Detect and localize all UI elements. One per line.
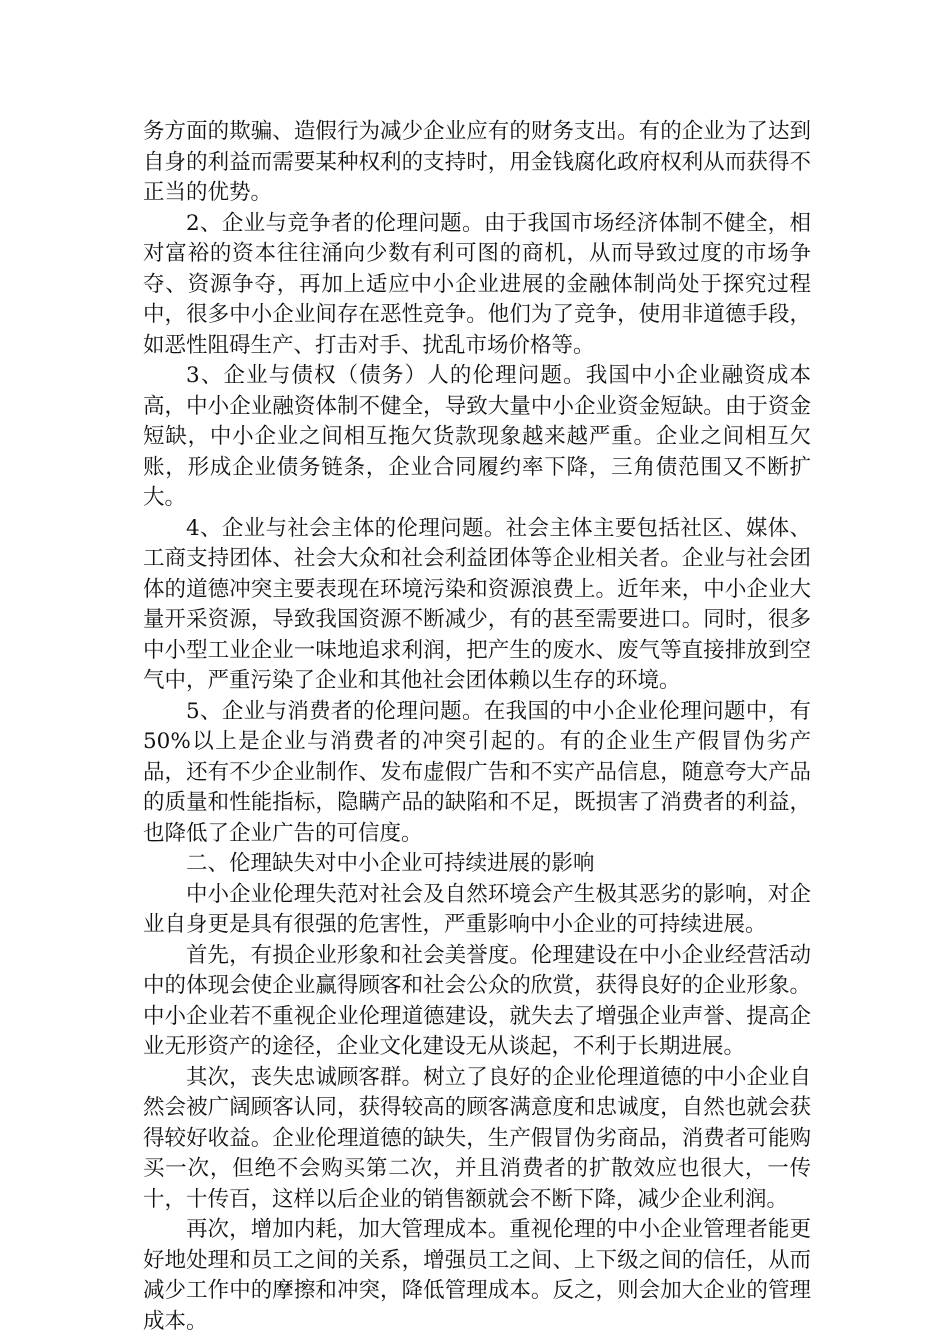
paragraph-2: 2、企业与竞争者的伦理问题。由于我国市场经济体制不健全，相对富裕的资本往往涌向少数有利可图的商机，从而导致过度的市场争夺、资源争夺，再加上适应中小企业进展的金融体制尚处于探究过程中，很多中小企业间存在恶性竞争。他们为了竞争，使用非道德手段，如恶性阻碍生产、打击对手、扰乱市场价格等。 <box>143 210 811 358</box>
paragraph-8: 首先，有损企业形象和社会美誉度。伦理建设在中小企业经营活动中的体现会使企业赢得顾客和社会公众的欣赏，获得良好的企业形象。中小企业若不重视企业伦理道德建设，就失去了增强企业声誉、提高企业无形资产的途径，企业文化建设无从谈起，不利于长期进展。 <box>143 942 811 1059</box>
paragraph-5: 5、企业与消费者的伦理问题。在我国的中小企业伦理问题中，有 50%以上是企业与消费者的冲突引起的。有的企业生产假冒伪劣产品，还有不少企业制作、发布虚假广告和不实产品信息，随意夸大产品的质量和性能指标，隐瞒产品的缺陷和不足，既损害了消费者的利益，也降低了企业广告的可信度。 <box>143 698 811 846</box>
paragraph-9: 其次，丧失忠诚顾客群。树立了良好的企业伦理道德的中小企业自然会被广阔顾客认同，获得较高的顾客满意度和忠诚度，自然也就会获得较好收益。企业伦理道德的缺失，生产假冒伪劣商品，消费者可能购买一次，但绝不会购买第二次，并且消费者的扩散效应也很大，一传十，十传百，这样以后企业的销售额就会不断下降，减少企业利润。 <box>143 1064 811 1212</box>
section-heading: 二、伦理缺失对中小企业可持续进展的影响 <box>186 851 595 876</box>
paragraph-3: 3、企业与债权（债务）人的伦理问题。我国中小企业融资成本高，中小企业融资体制不健全，导致大量中小企业资金短缺。由于资金短缺，中小企业之间相互拖欠货款现象越来越严重。企业之间相互欠账，形成企业债务链条，企业合同履约率下降，三角债范围又不断扩大。 <box>143 363 811 510</box>
paragraph-10: 再次，增加内耗，加大管理成本。重视伦理的中小企业管理者能更好地处理和员工之间的关系，增强员工之间、上下级之间的信任，从而减少工作中的摩擦和冲突，降低管理成本。反之，则会加大企业的管理成本。 <box>143 1217 811 1334</box>
paragraph-1: 务方面的欺骗、造假行为减少企业应有的财务支出。有的企业为了达到自身的利益而需要某种权利的支持时，用金钱腐化政府权利从而获得不正当的优势。 <box>143 119 811 205</box>
paragraph-7: 中小企业伦理失范对社会及自然环境会产生极其恶劣的影响，对企业自身更是具有很强的危害性，严重影响中小企业的可持续进展。 <box>143 881 811 937</box>
paragraph-4: 4、企业与社会主体的伦理问题。社会主体主要包括社区、媒体、工商支持团体、社会大众和社会利益团体等企业相关者。企业与社会团体的道德冲突主要表现在环境污染和资源浪费上。近年来，中小企业大量开采资源，导致我国资源不断减少，有的甚至需要进口。同时，很多中小型工业企业一味地追求利润，把产生的废水、废气等直接排放到空气中，严重污染了企业和其他社会团体赖以生存的环境。 <box>143 515 811 693</box>
document-body <box>143 117 811 1337</box>
